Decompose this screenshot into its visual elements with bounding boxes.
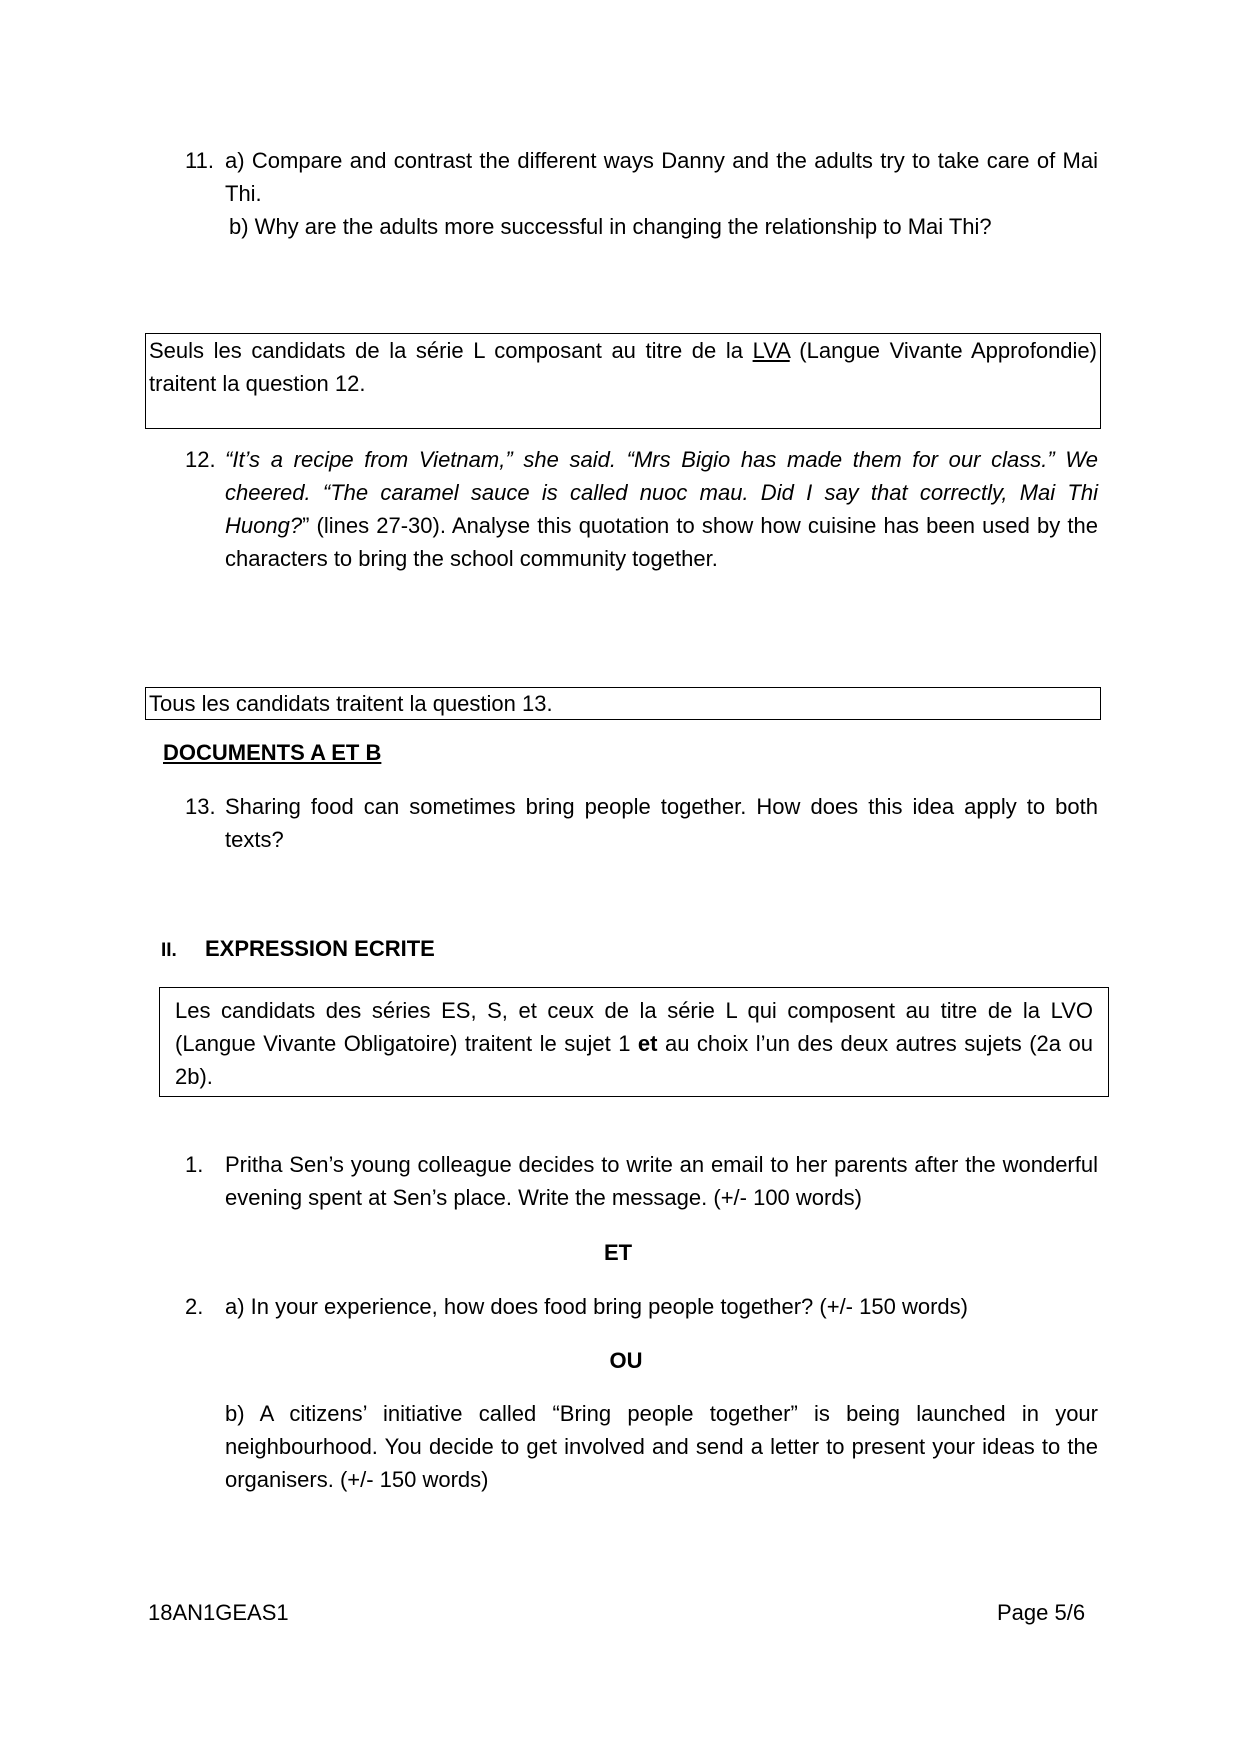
documents-heading: DOCUMENTS A ET B xyxy=(163,740,382,765)
question-number: 11. xyxy=(185,148,214,173)
question-11 xyxy=(185,144,1098,243)
subject-2b-text: b) A citizens’ initiative called “Bring people together” is being launched in your neighbourhood. You decide to get involved and send a letter to present your ideas to the organisers. (+/- 150 words) xyxy=(225,1401,1098,1492)
question-13-text: Sharing food can sometimes bring people together. How does this idea apply to both texts? xyxy=(225,794,1098,852)
section-heading xyxy=(161,932,435,967)
page-number: Page 5/6 xyxy=(997,1600,1086,1625)
quotation: “It’s a recipe from Vietnam,” she said. “Mrs Bigio has made them for our class.” We cheered. “The caramel sauce is called nuoc mau. Did I say that correctly, Mai Thi Huong? xyxy=(225,447,1098,538)
subject-1 xyxy=(185,1148,1098,1214)
question-number: 13. xyxy=(185,794,216,819)
instruction-text: Seuls les candidats de la série L composant au titre de la LVA (Langue Vivante Approfondie) traitent la question 12. xyxy=(149,338,1097,396)
instruction-box-all xyxy=(145,687,1101,720)
instruction-text: Les candidats des séries ES, S, et ceux de la série L qui composent au titre de la LVO (Langue Vivante Obligatoire) traitent le sujet 1 et au choix l’un des deux autres sujets (2a ou 2b). xyxy=(175,998,1093,1089)
subject-number: 1. xyxy=(185,1152,204,1177)
et-separator: ET xyxy=(603,1240,633,1265)
instruction-text: Tous les candidats traitent la question 13. xyxy=(149,691,553,716)
question-13 xyxy=(185,790,1098,856)
subject-2-part-b xyxy=(185,1397,1098,1496)
footer-code: 18AN1GEAS1 xyxy=(148,1600,289,1625)
instruction-box-lvo xyxy=(159,987,1109,1097)
section-number: II. xyxy=(161,940,177,961)
subject-number: 2. xyxy=(185,1294,204,1319)
subject-1-text: Pritha Sen’s young colleague decides to write an email to her parents after the wonderful evening spent at Sen’s place. Write the message. (+/- 100 words) xyxy=(225,1152,1098,1210)
question-11-part-a: a) Compare and contrast the different ways Danny and the adults try to take care of Mai Thi. xyxy=(225,148,1098,206)
question-number: 12. xyxy=(185,447,216,472)
question-11-part-b: b) Why are the adults more successful in changing the relationship to Mai Thi? xyxy=(229,214,992,239)
subject-2-part-a: a) In your experience, how does food bring people together? (+/- 150 words) xyxy=(225,1294,968,1319)
subject-2 xyxy=(185,1290,1098,1323)
question-12-text: “It’s a recipe from Vietnam,” she said. “Mrs Bigio has made them for our class.” We cheered. “The caramel sauce is called nuoc mau. Did I say that correctly, Mai Thi Huong?” (lines 27-30). Analyse this quotation to show how cuisine has been used by the characters to bring the school community together. xyxy=(225,447,1098,571)
section-title: EXPRESSION ECRITE xyxy=(205,936,435,961)
lva-underlined: LVA xyxy=(752,338,790,363)
question-12 xyxy=(185,443,1098,575)
instruction-box-lva xyxy=(145,333,1101,429)
ou-separator: OU xyxy=(609,1348,643,1373)
